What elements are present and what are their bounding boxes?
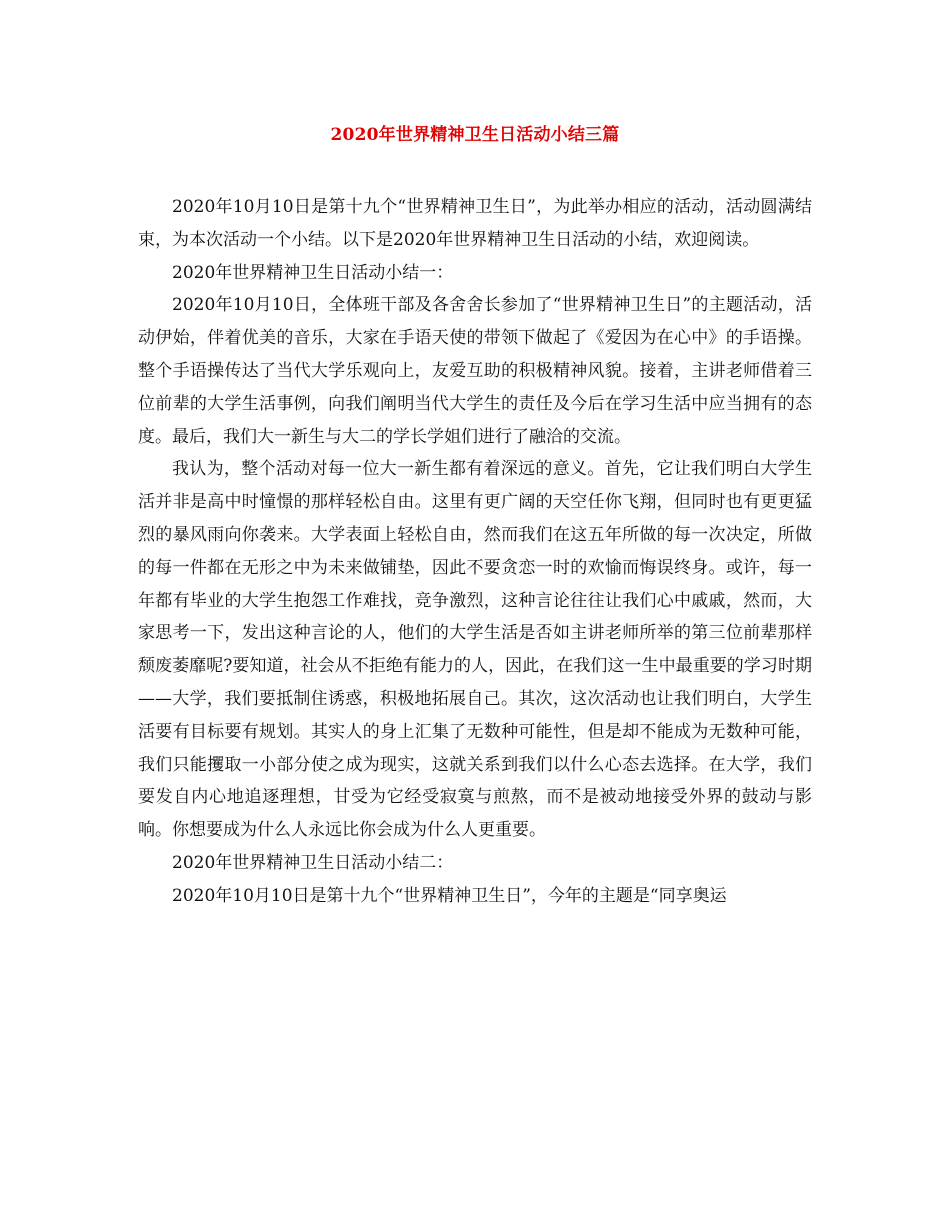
paragraph-activity-description: 2020年10月10日，全体班干部及各舍舍长参加了“世界精神卫生日”的主题活动，活动伊始，伴着优美的音乐，大家在手语天使的带领下做起了《爱因为在心中》的手语操。整个手语操传达了当代大学乐观向上，友爱互助的积极精神风貌。接着，主讲老师借着三位前辈的大学生活事例，向我们阐明当代大学生的责任及今后在学习生活中应当拥有的态度。最后，我们大一新生与大二的学长学姐们进行了融洽的交流。 — [138, 295, 812, 447]
document-body — [138, 191, 812, 913]
document-title: 2020年世界精神卫生日活动小结三篇 — [330, 125, 620, 145]
paragraph-reflection: 我认为，整个活动对每一位大一新生都有着深远的意义。首先，它让我们明白大学生活并非是高中时憧憬的那样轻松自由。这里有更广阔的天空任你飞翔，但同时也有更更猛烈的暴风雨向你袭来。大学表面上轻松自由，然而我们在这五年所做的每一次决定，所做的每一件都在无形之中为未来做铺垫，因此不要贪恋一时的欢愉而悔误终身。或许，每一年都有毕业的大学生抱怨工作难找，竞争激烈，这种言论往往让我们心中戚戚，然而，大家思考一下，发出这种言论的人，他们的大学生活是否如主讲老师所举的第三位前辈那样颓废萎靡呢?要知道，社会从不拒绝有能力的人，因此，在我们这一生中最重要的学习时期——大学，我们要抵制住诱惑，积极地拓展自己。其次，这次活动也让我们明白，大学生活要有目标要有规划。其实人的身上汇集了无数种可能性，但是却不能成为无数种可能，我们只能攫取一小部分使之成为现实，这就关系到我们以什么心态去选择。在大学，我们要发自内心地追逐理想，甘受为它经受寂寞与煎熬，而不是被动地接受外界的鼓动与影响。你想要成为什么人永远比你会成为什么人更重要。 — [138, 459, 812, 841]
section-heading-summary-one: 2020年世界精神卫生日活动小结一： — [172, 262, 454, 283]
paragraph-summary-two-intro: 2020年10月10日是第十九个“世界精神卫生日”，今年的主题是“同享奥运 — [172, 885, 727, 906]
section-heading-summary-two: 2020年世界精神卫生日活动小结二： — [172, 852, 454, 873]
paragraph-intro: 2020年10月10日是第十九个“世界精神卫生日”，为此举办相应的活动，活动圆满结束，为本次活动一个小结。以下是2020年世界精神卫生日活动的小结，欢迎阅读。 — [138, 197, 812, 250]
